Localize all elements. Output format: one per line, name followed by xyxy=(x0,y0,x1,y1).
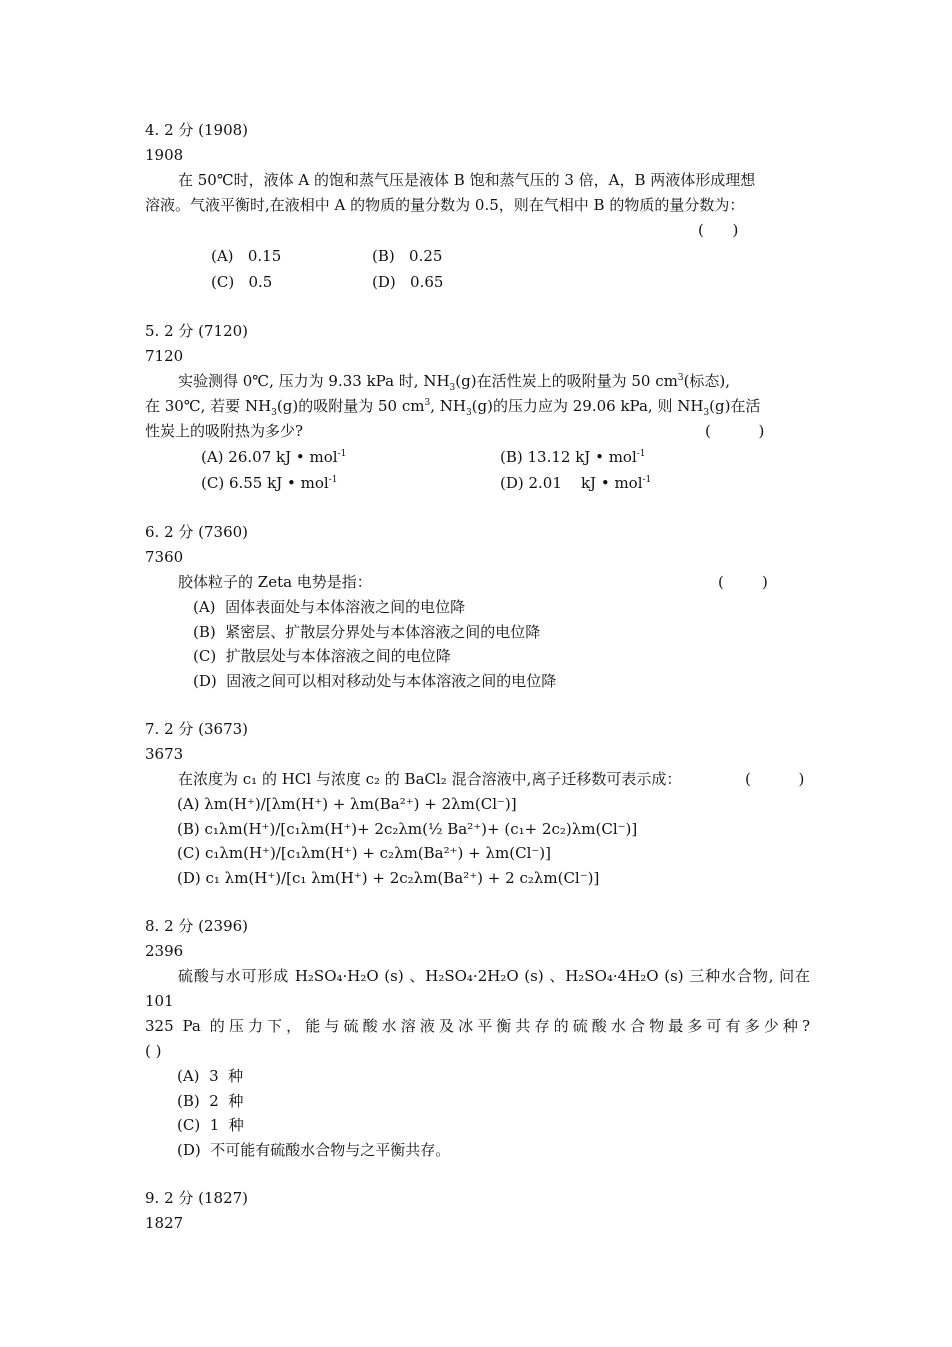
option-a: (A) 固体表面处与本体溶液之间的电位降 xyxy=(193,598,466,616)
question-7 xyxy=(145,717,810,890)
question-text: 在 50℃时，液体 A 的饱和蒸气压是液体 B 饱和蒸气压的 3 倍，A，B 两液体形成理想 xyxy=(178,171,756,189)
answer-bracket: ( ) xyxy=(705,422,765,440)
option-b: (B) c₁λm(H⁺)/[c₁λm(H⁺)+ 2c₂λm(½ Ba²⁺)+ (c₁+ 2c₂)λm(Cl⁻)] xyxy=(177,819,638,838)
options xyxy=(145,792,810,890)
answer-bracket: ( ) xyxy=(745,770,805,788)
answer-bracket: ( ) xyxy=(698,221,739,239)
question-text: 硫酸与水可形成 H₂SO₄·H₂O (s) 、H₂SO₄·2H₂O (s) 、H₂SO₄·4H₂O (s) 三种水合物, 问在 101 xyxy=(145,967,810,1010)
options xyxy=(145,1064,810,1162)
question-header: 8. 2 分 (2396) xyxy=(145,917,249,935)
options xyxy=(145,595,810,693)
question-text: 325 Pa 的压力下，能与硫酸水溶液及冰平衡共存的硫酸水合物最多可有多少种? xyxy=(145,1017,810,1035)
option-c: (C) 扩散层处与本体溶液之间的电位降 xyxy=(193,647,451,665)
question-9 xyxy=(145,1186,810,1236)
question-6 xyxy=(145,520,810,693)
option-c: (C) c₁λm(H⁺)/[c₁λm(H⁺) + c₂λm(Ba²⁺) + λm(Cl⁻)] xyxy=(177,844,551,862)
question-text-line xyxy=(145,419,810,444)
question-5 xyxy=(145,319,810,496)
answer-bracket: ( ) xyxy=(145,1042,162,1060)
options xyxy=(145,243,810,295)
option-c: (C) 6.55 kJ • mol$^{-1}$ xyxy=(201,474,338,492)
question-code: 7120 xyxy=(145,347,184,365)
document-page xyxy=(145,118,810,1236)
option-d: (D) 固液之间可以相对移动处与本体溶液之间的电位降 xyxy=(193,671,557,690)
question-8 xyxy=(145,914,810,1162)
question-header: 5. 2 分 (7120) xyxy=(145,322,249,340)
option-d: (D) c₁ λm(H⁺)/[c₁ λm(H⁺) + 2c₂λm(Ba²⁺) + 2 c₂λm(Cl⁻)] xyxy=(177,868,600,887)
answer-bracket-line xyxy=(145,218,810,243)
option-b: (B) 紧密层、扩散层分界处与本体溶液之间的电位降 xyxy=(193,622,541,641)
question-text: 实验测得 0℃, 压力为 9.33 kPa 时, $NH_3(g)$在活性炭上的吸附量为 50 $cm^3$(标态), xyxy=(178,372,731,393)
question-header: 7. 2 分 (3673) xyxy=(145,720,249,738)
option-d: (D) 0.65 xyxy=(372,273,444,291)
question-text-line xyxy=(145,570,810,595)
question-header: 4. 2 分 (1908) xyxy=(145,121,249,139)
option-a: (A) 0.15 xyxy=(211,247,282,265)
question-text: 在浓度为 c₁ 的 HCl 与浓度 c₂ 的 BaCl₂ 混合溶液中,离子迁移数可表示成： xyxy=(178,770,682,788)
answer-bracket: ( ) xyxy=(718,573,768,591)
question-code: 3673 xyxy=(145,745,184,763)
option-a: (A) 3 种 xyxy=(177,1067,244,1085)
question-code: 1908 xyxy=(145,146,184,164)
option-a: (A) 26.07 kJ • mol$^{-1}$ xyxy=(201,448,347,466)
question-text: 在 30℃, 若要 $NH_3(g)$的吸附量为 50 $cm^3$, $NH_3(g)$的压力应为 29.06 kPa, 则 $NH_3(g)$在活 xyxy=(145,397,761,418)
option-c: (C) 0.5 xyxy=(211,273,273,291)
question-code: 2396 xyxy=(145,942,184,960)
question-header: 9. 2 分 (1827) xyxy=(145,1189,249,1207)
question-4 xyxy=(145,118,810,295)
question-code: 7360 xyxy=(145,548,184,566)
question-code: 1827 xyxy=(145,1214,184,1232)
question-header: 6. 2 分 (7360) xyxy=(145,523,249,541)
question-text: 胶体粒子的 Zeta 电势是指： xyxy=(178,573,372,591)
option-d: (D) 不可能有硫酸水合物与之平衡共存。 xyxy=(177,1140,451,1159)
option-b: (B) 13.12 kJ • mol$^{-1}$ xyxy=(500,448,646,466)
options xyxy=(145,444,810,496)
option-c: (C) 1 种 xyxy=(177,1116,244,1134)
option-b: (B) 2 种 xyxy=(177,1091,244,1110)
option-d: (D) 2.01 kJ • mol$^{-1}$ xyxy=(500,474,652,492)
question-text-line xyxy=(145,767,810,792)
question-text: 性炭上的吸附热为多少? xyxy=(145,422,304,440)
option-b: (B) 0.25 xyxy=(372,247,443,265)
option-a: (A) λm(H⁺)/[λm(H⁺) + λm(Ba²⁺) + 2λm(Cl⁻)] xyxy=(177,795,517,813)
question-text: 溶液。气液平衡时,在液相中 A 的物质的量分数为 0.5，则在气相中 B 的物质的量分数为： xyxy=(145,196,745,214)
